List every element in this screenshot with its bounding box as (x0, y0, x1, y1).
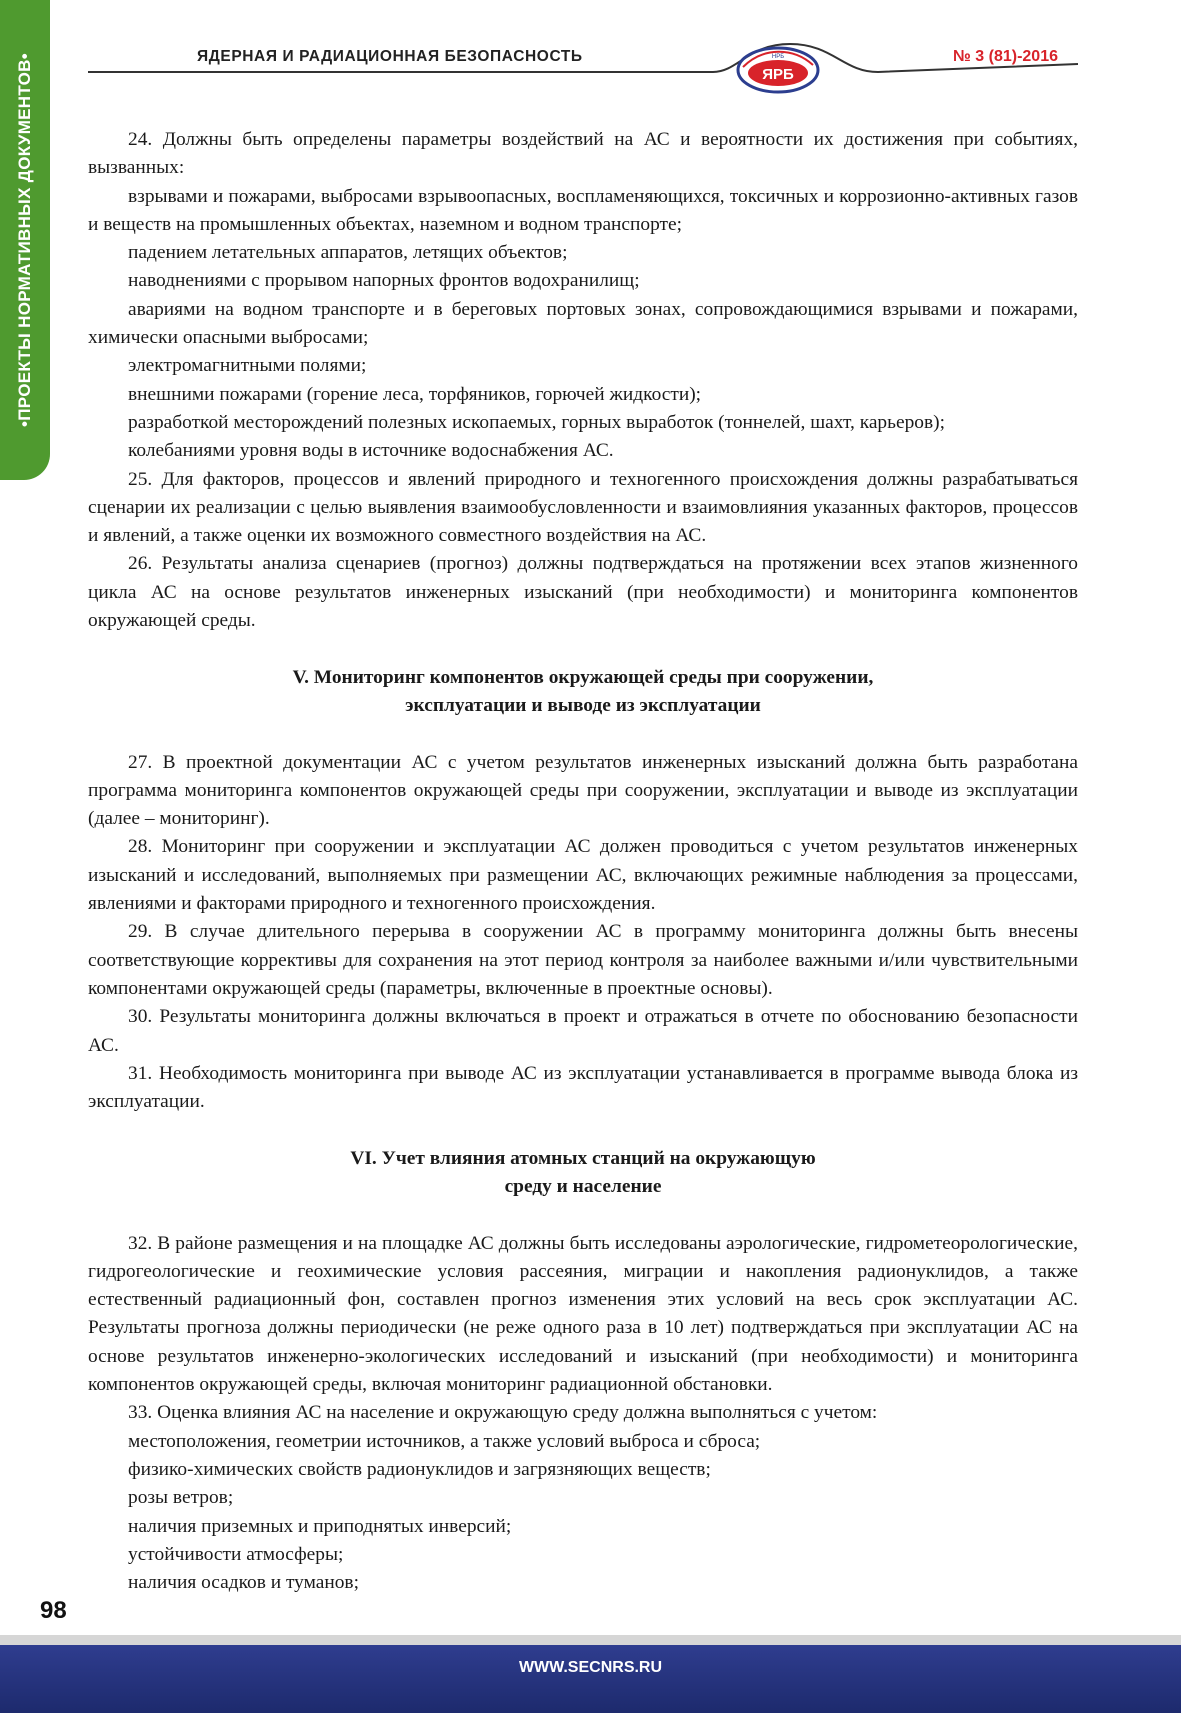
section-6-heading-line-2: среду и население (504, 1175, 662, 1197)
list-item: наличия осадков и туманов; (128, 1572, 359, 1594)
list-item: взрывами и пожарами, выбросами взрывоопасных, воспламеняющихся, токсичных и коррозионно-активных газов и веществ на промышленных объектах, наземном и водном транспорте; (88, 185, 1078, 235)
list-item: наличия приземных и приподнятых инверсий; (128, 1515, 512, 1537)
list-item: устойчивости атмосферы; (128, 1543, 344, 1565)
list-item: розы ветров; (128, 1487, 234, 1509)
footer-divider (0, 1635, 1181, 1645)
clause-25: 25. Для факторов, процессов и явлений природного и техногенного происхождения должны разрабатываться сценарии их реализации с целью выявления взаимообусловленности и взаимовлияния указанных факторов, процессов и явлений, а также оценки их возможного совместного воздействия на АС. (88, 468, 1078, 547)
clause-33-intro: 33. Оценка влияния АС на население и окружающую среду должна выполняться с учетом: (128, 1402, 878, 1424)
page-number: 98 (40, 1597, 67, 1624)
list-item: колебаниями уровня воды в источнике водоснабжения АС. (128, 440, 614, 462)
clause-26: 26. Результаты анализа сценариев (прогноз) должны подтверждаться на протяжении всех этапов жизненного цикла АС на основе результатов инженерных изысканий (при необходимости) и мониторинга компонентов окружающей среды. (88, 553, 1078, 632)
list-item: электромагнитными полями; (128, 355, 367, 377)
clause-24-intro: 24. Должны быть определены параметры воздействий на АС и вероятности их достижения при событиях, вызванных: (88, 129, 1078, 179)
section-6-heading-line-1: VI. Учет влияния атомных станций на окружающую (350, 1147, 816, 1169)
list-item: наводнениями с прорывом напорных фронтов водохранилищ; (128, 270, 640, 292)
side-tab-label: •ПРОЕКТЫ НОРМАТИВНЫХ ДОКУМЕНТОВ• (15, 53, 34, 427)
clause-31: 31. Необходимость мониторинга при выводе АС из эксплуатации устанавливается в программе вывода блока из эксплуатации. (88, 1062, 1078, 1113)
list-item: разработкой месторождений полезных ископаемых, горных выработок (тоннелей, шахт, карьеров); (128, 411, 945, 433)
clause-29: 29. В случае длительного перерыва в сооружении АС в программу мониторинга должны быть внесены соответствующие коррективы для сохранения на этот период контроля за наиболее важными и/или чувствительными компонентами окружающей среды (параметры, включенные в проектные основы). (88, 921, 1078, 999)
list-item: физико-химических свойств радионуклидов и загрязняющих веществ; (128, 1458, 711, 1480)
section-5-heading-line-1: V. Мониторинг компонентов окружающей среды при сооружении, (292, 666, 874, 688)
clause-27: 27. В проектной документации АС с учетом результатов инженерных изысканий должна быть разработана программа мониторинга компонентов окружающей среды при сооружении, эксплуатации и выводе из эксплуатации (далее – мониторинг). (88, 751, 1078, 830)
logo-text: ЯРБ (762, 66, 794, 83)
journal-title: ЯДЕРНАЯ И РАДИАЦИОННАЯ БЕЗОПАСНОСТЬ (197, 48, 583, 65)
footer-bar (0, 1645, 1181, 1713)
clause-32: 32. В районе размещения и на площадке АС должны быть исследованы аэрологические, гидрометеорологические, гидрогеологические и геохимические условия рассеяния, миграции и накопления радионуклидов, а также естественный радиационный фон, составлен прогноз изменения этих условий на весь срок эксплуатации АС. Результаты прогноза должны периодически (не реже одного раза в 10 лет) подтверждаться при эксплуатации АС на основе результатов инженерно-экологических исследований и изысканий (при необходимости) и мониторинга компонентов окружающей среды, включая мониторинг радиационной обстановки. (88, 1232, 1078, 1396)
logo-small-text: НРБ (771, 54, 785, 60)
list-item: местоположения, геометрии источников, а также условий выброса и сброса; (128, 1430, 761, 1452)
list-item: падением летательных аппаратов, летящих объектов; (128, 242, 568, 264)
clause-30: 30. Результаты мониторинга должны включаться в проект и отражаться в отчете по обоснованию безопасности АС. (88, 1006, 1078, 1056)
journal-logo-icon (733, 45, 823, 95)
list-item: авариями на водном транспорте и в береговых портовых зонах, сопровождающимися взрывами и пожарами, химически опасными выбросами; (88, 298, 1078, 349)
list-item: внешними пожарами (горение леса, торфяников, горючей жидкости); (128, 383, 702, 405)
section-side-tab (0, 0, 50, 480)
section-5-heading-line-2: эксплуатации и выводе из эксплуатации (405, 694, 761, 716)
issue-number: № 3 (81)-2016 (953, 48, 1058, 65)
clause-28: 28. Мониторинг при сооружении и эксплуатации АС должен проводиться с учетом результатов инженерных изысканий и исследований, выполняемых при размещении АС, включающих режимные наблюдения за процессами, явлениями и факторами природного и техногенного происхождения. (88, 836, 1078, 915)
article-body (88, 126, 1078, 1597)
footer-website-link[interactable]: WWW.SECNRS.RU (518, 1659, 663, 1676)
